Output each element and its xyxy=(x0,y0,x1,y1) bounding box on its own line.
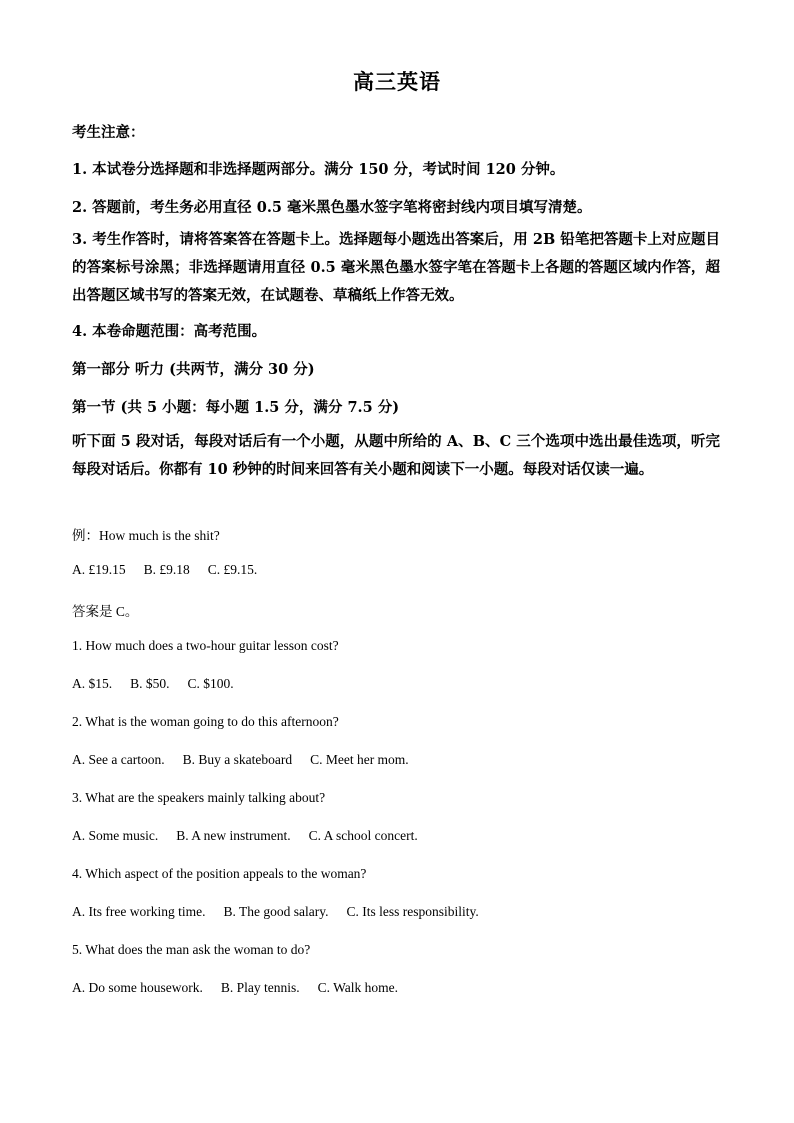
example-answer: 答案是 C。 xyxy=(72,604,139,619)
notice-item-1: 1. 本试卷分选择题和非选择题两部分。满分 150 分，考试时间 120 分钟。 xyxy=(72,161,565,178)
option-c: C. A school concert. xyxy=(308,828,418,843)
question-3: 3. What are the speakers mainly talking about? xyxy=(72,790,326,805)
question-1-options xyxy=(72,676,252,692)
option-b: B. Play tennis. xyxy=(220,980,300,995)
option-c: C. Its less responsibility. xyxy=(346,904,479,919)
option-a: A. See a cartoon. xyxy=(72,752,165,767)
listening-instructions: 听下面 5 段对话，每段对话后有一个小题，从题中所给的 A、B、C 三个选项中选出最佳选项，听完每段对话后。你都有 10 秒钟的时间来回答有关小题和阅读下一小题。每段对话仅读一遍。 xyxy=(72,433,720,478)
option-b: B. Buy a skateboard xyxy=(182,752,293,767)
option-c: C. Walk home. xyxy=(317,980,399,995)
option-a: A. £19.15 xyxy=(72,562,126,577)
question-4: 4. Which aspect of the position appeals to the woman? xyxy=(72,866,367,881)
option-a: A. $15. xyxy=(72,676,113,691)
question-3-options xyxy=(72,828,436,844)
example-options xyxy=(72,562,275,578)
section-heading: 第一节 (共 5 小题：每小题 1.5 分，满分 7.5 分) xyxy=(72,399,400,416)
option-b: B. £9.18 xyxy=(143,562,190,577)
notice-item-2: 2. 答题前，考生务必用直径 0.5 毫米黑色墨水签字笔将密封线内项目填写清楚。 xyxy=(72,199,592,216)
notice-item-3: 3. 考生作答时，请将答案答在答题卡上。选择题每小题选出答案后，用 2B 铅笔把答题卡上对应题目的答案标号涂黑；非选择题请用直径 0.5 毫米黑色墨水签字笔在答题卡上各题的答题区域内作答，超出答题区域书写的答案无效，在试题卷、草稿纸上作答无效。 xyxy=(72,231,720,304)
option-c: C. $100. xyxy=(187,676,234,691)
notice-heading: 考生注意： xyxy=(72,124,145,141)
option-c: C. £9.15. xyxy=(207,562,258,577)
question-1: 1. How much does a two-hour guitar lesson cost? xyxy=(72,638,339,653)
question-5-options xyxy=(72,980,416,996)
example-question: 例：How much is the shit? xyxy=(72,528,220,543)
question-2: 2. What is the woman going to do this afternoon? xyxy=(72,714,339,729)
option-b: B. A new instrument. xyxy=(176,828,291,843)
option-c: C. Meet her mom. xyxy=(310,752,409,767)
notice-item-4: 4. 本卷命题范围：高考范围。 xyxy=(72,323,267,340)
option-a: A. Its free working time. xyxy=(72,904,206,919)
question-5: 5. What does the man ask the woman to do? xyxy=(72,942,311,957)
option-b: B. The good salary. xyxy=(223,904,329,919)
option-a: A. Some music. xyxy=(72,828,159,843)
question-4-options xyxy=(72,904,497,920)
option-b: B. $50. xyxy=(130,676,170,691)
part-heading: 第一部分 听力 (共两节，满分 30 分) xyxy=(72,361,315,378)
option-a: A. Do some housework. xyxy=(72,980,203,995)
page-title: 高三英语 xyxy=(353,69,441,94)
question-2-options xyxy=(72,752,427,768)
